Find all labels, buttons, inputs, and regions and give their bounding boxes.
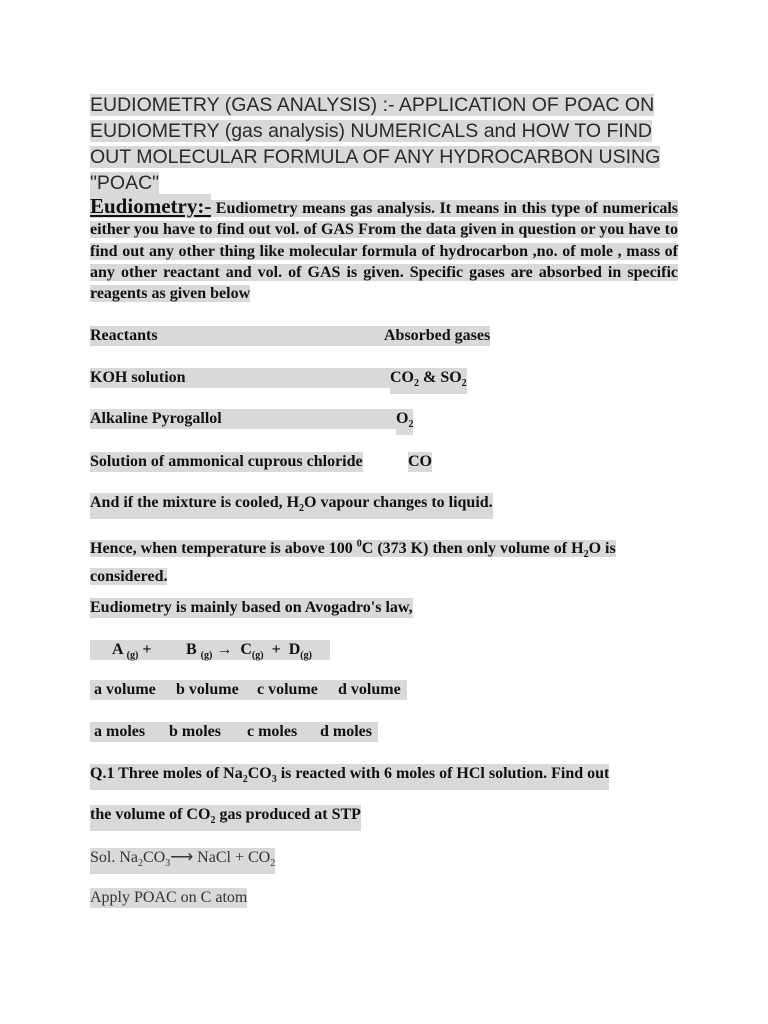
- list-item: b moles: [169, 723, 221, 740]
- moles-row: [90, 722, 378, 742]
- question-1-line-1: Q.1 Three moles of $Na_2CO_3$ is reacted with 6 moles of HCl solution. Find out: [90, 764, 609, 790]
- list-item: c volume: [257, 681, 318, 698]
- cooled-statement: And if the mixture is cooled, $H_2O$ vapour changes to liquid.: [90, 493, 493, 519]
- reactant-cuprous-chloride: Solution of ammonical cuprous chloride: [90, 453, 363, 470]
- reaction-equation: A $_{(g)}$ + B $_{(g)} \to C_{(g)} + D_{(g)}$: [90, 640, 330, 660]
- list-item: a moles: [94, 723, 146, 740]
- question-1-line-2: the volume of $CO_2$ gas produced at STP: [90, 805, 361, 831]
- header-absorbed-gases: Absorbed gases: [384, 327, 491, 344]
- header-reactants: Reactants: [90, 326, 384, 346]
- list-item: d volume: [338, 681, 401, 698]
- gas-co2-so2: $CO_2$ & $SO_2$: [390, 368, 467, 394]
- document-title: EUDIOMETRY (GAS ANALYSIS) :- APPLICATION OF POAC ON EUDIOMETRY (gas analysis) NUMERICALS and HOW TO FIND OUT MOLECULAR FORMULA OF ANY HYDROCARBON USING "POAC": [90, 94, 661, 194]
- apply-poac-text: Apply POAC on C atom: [90, 889, 248, 906]
- intro-paragraph: [90, 196, 678, 304]
- list-item: c moles: [247, 723, 298, 740]
- solution-equation: Sol. $Na_2CO_3⟶$ NaCl + $CO_2$: [90, 848, 275, 874]
- volume-row: [90, 680, 407, 700]
- gas-o2: $O_2$: [396, 409, 413, 435]
- intro-text: Eudiometry means gas analysis. It means in this type of numericals either you have to find out vol. of GAS From the data given in question or you have to find out any other thing like molecular formula of hydrocarbon ,no. of mole , mass of any other reactant and vol. of GAS is given. Specific gases are absorbed in specific reagents as given below: [90, 200, 678, 303]
- reactant-koh: KOH solution: [90, 368, 390, 388]
- list-item: b volume: [176, 681, 239, 698]
- gas-co: CO: [408, 453, 432, 470]
- avogadro-statement: Eudiometry is mainly based on Avogadro's law,: [90, 599, 413, 616]
- eudiometry-heading: Eudiometry:-: [90, 194, 212, 218]
- list-item: d moles: [320, 723, 372, 740]
- reactant-pyrogallol: Alkaline Pyrogallol: [90, 409, 396, 429]
- list-item: a volume: [94, 681, 156, 698]
- temperature-statement: Hence, when temperature is above 100 $^0$C (373 K) then only volume of $H_2O$ is considered.: [90, 539, 616, 585]
